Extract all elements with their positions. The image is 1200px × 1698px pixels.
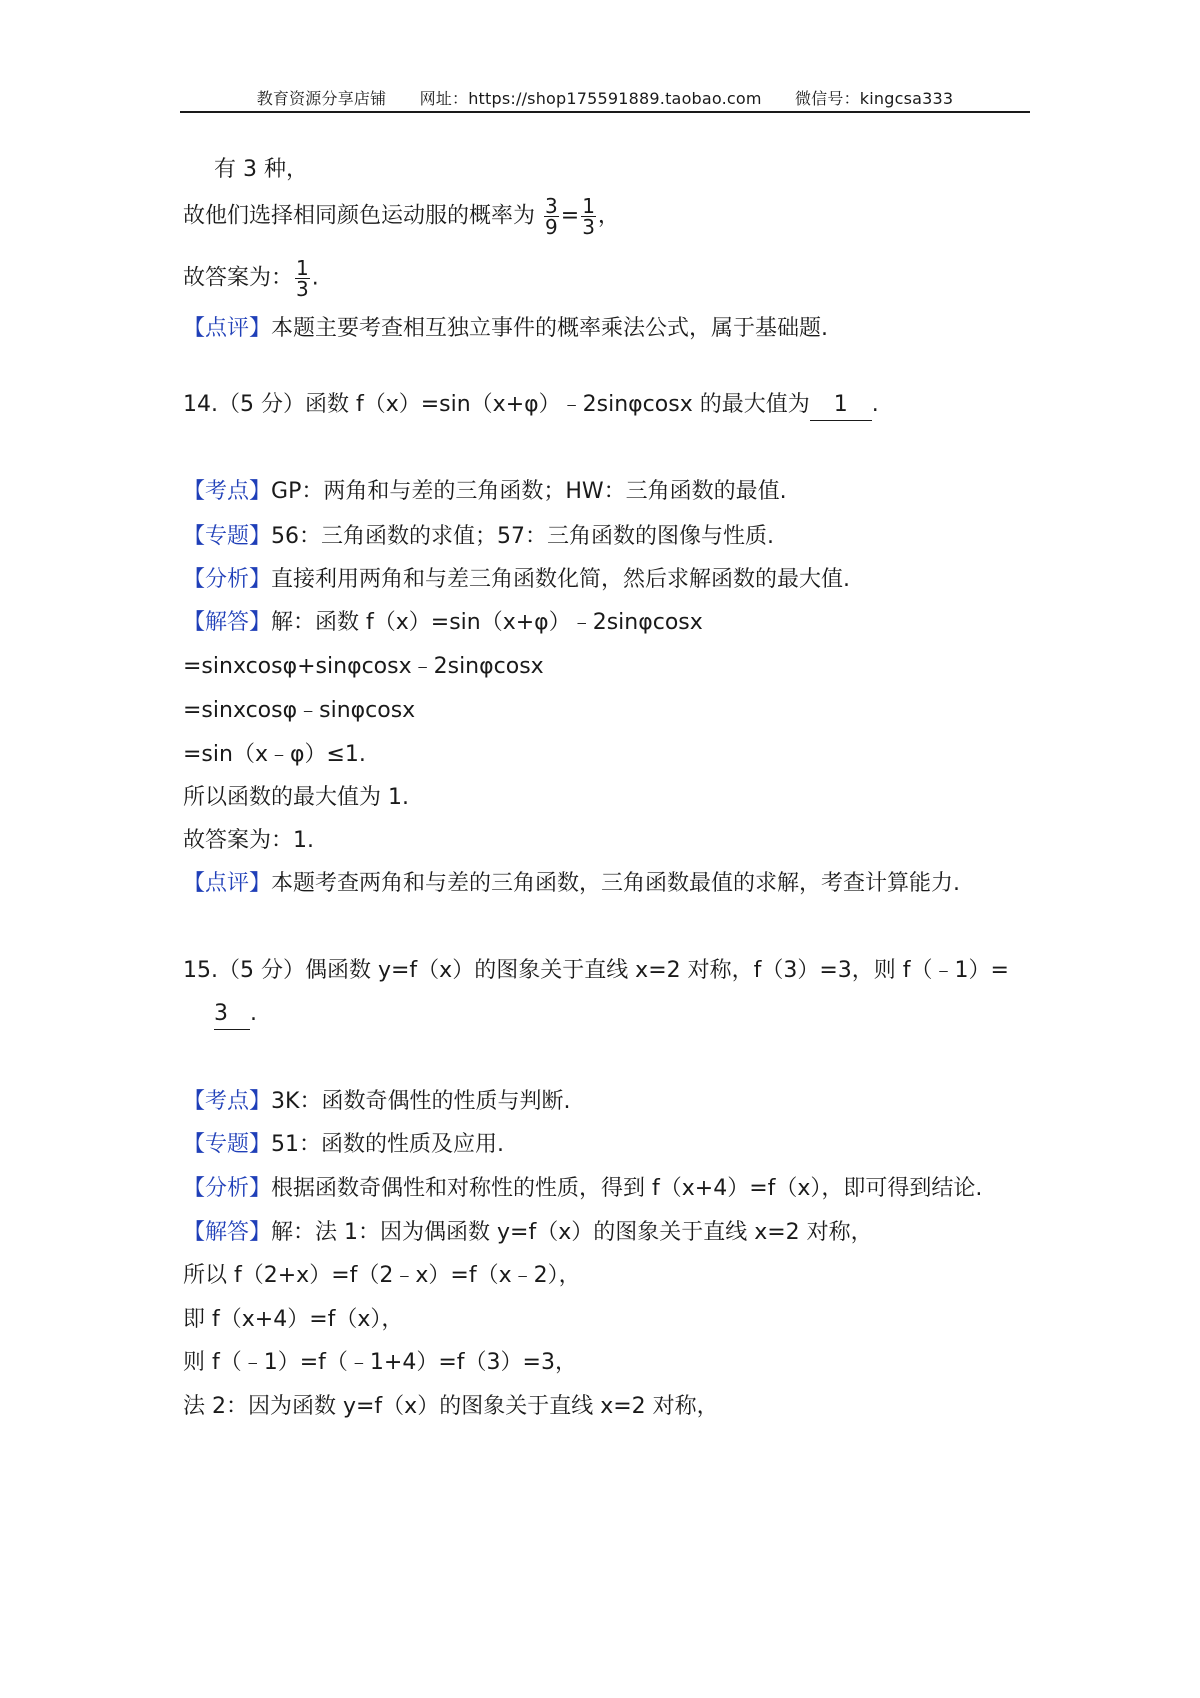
kaodian-text: 3K：函数奇偶性的性质与判断. [271,1089,571,1114]
q14-step-3: =sin（x﹣φ）≤1. [183,742,366,767]
q14-jieda [183,608,703,638]
zhuanti-label: 【专题】 [183,524,272,549]
zhuanti-text: 51：函数的性质及应用. [271,1132,505,1157]
fraction-denominator: 3 [296,277,309,301]
zhuanti-label: 【专题】 [183,1132,272,1157]
shop-website: 网址：https://shop175591889.taobao.com [419,89,762,108]
q15-jieda [183,1218,873,1248]
punctuation: . [871,392,879,417]
prev-line-1: 有 3 种， [214,157,308,182]
prev-line-3 [183,258,319,299]
equals-sign: = [560,203,580,229]
jieda-text: 解：函数 f（x）=sin（x+φ）﹣2sinφcosx [271,610,703,635]
dianping-label: 【点评】 [183,871,272,896]
q15-step-4: 法 2：因为函数 y=f（x）的图象关于直线 x=2 对称， [183,1394,719,1419]
q15-step-3: 则 f（﹣1）=f（﹣1+4）=f（3）=3， [183,1350,577,1375]
punctuation: . [311,265,319,291]
fenxi-text: 根据函数奇偶性和对称性的性质，得到 f（x+4）=f（x），即可得到结论. [271,1176,983,1201]
q14-step-5: 故答案为：1. [183,828,314,853]
q15-answer-line [214,999,257,1030]
q15-zhuanti [183,1130,504,1160]
prev-comment [183,314,828,344]
q14-dianping [183,869,960,899]
dianping-text: 本题考查两角和与差的三角函数，三角函数最值的求解，考查计算能力. [271,871,961,896]
jieda-label: 【解答】 [183,1220,272,1245]
fraction-answer [295,258,310,299]
kaodian-label: 【考点】 [183,479,272,504]
wechat-id: 微信号：kingcsa333 [794,89,954,108]
prev-line-2 [183,196,620,237]
fraction-numerator: 3 [545,194,558,218]
q15-step-2: 即 f（x+4）=f（x）， [183,1307,404,1332]
q14-step-1: =sinxcosφ+sinφcosx﹣2sinφcosx [183,654,544,679]
header-divider [180,111,1030,113]
fraction-numerator: 1 [582,194,595,218]
comment-label: 【点评】 [183,316,272,341]
punctuation: . [250,1001,257,1026]
fenxi-label: 【分析】 [183,567,272,592]
jieda-label: 【解答】 [183,610,272,635]
q15-stem: 15.（5 分）偶函数 y=f（x）的图象关于直线 x=2 对称，f（3）=3，则 f（﹣1）= [183,958,1009,983]
q14-step-4: 所以函数的最大值为 1. [183,785,409,810]
fraction-numerator: 1 [296,256,309,280]
fenxi-text: 直接利用两角和与差三角函数化简，然后求解函数的最大值. [271,567,851,592]
fenxi-label: 【分析】 [183,1176,272,1201]
punctuation: ， [597,203,620,229]
shop-name: 教育资源分享店铺 [256,89,387,108]
jieda-text: 解：法 1：因为偶函数 y=f（x）的图象关于直线 x=2 对称， [271,1220,873,1245]
prev-line-2-text: 故他们选择相同颜色运动服的概率为 [183,203,536,229]
q14-step-2: =sinxcosφ﹣sinφcosx [183,698,416,723]
q15-answer-blank: 3 [214,999,250,1030]
q14-zhuanti [183,522,774,552]
fraction-denominator: 9 [545,215,558,239]
q14-kaodian [183,477,787,507]
q14-answer-blank: 1 [810,390,872,421]
q14-fenxi [183,565,850,595]
kaodian-label: 【考点】 [183,1089,272,1114]
q14-stem [183,390,879,421]
q15-kaodian [183,1087,570,1117]
q14-stem-text: 14.（5 分）函数 f（x）=sin（x+φ）﹣2sinφcosx 的最大值为 [183,392,810,417]
q15-fenxi [183,1174,982,1204]
fraction-3-9 [544,196,559,237]
page-header [180,86,1030,109]
q15-step-1: 所以 f（2+x）=f（2﹣x）=f（x﹣2）， [183,1263,581,1288]
kaodian-text: GP：两角和与差的三角函数；HW：三角函数的最值. [271,479,787,504]
fraction-denominator: 3 [582,215,595,239]
fraction-1-3 [581,196,596,237]
zhuanti-text: 56：三角函数的求值；57：三角函数的图像与性质. [271,524,774,549]
comment-text: 本题主要考查相互独立事件的概率乘法公式，属于基础题. [271,316,829,341]
answer-prefix: 故答案为： [183,265,294,291]
